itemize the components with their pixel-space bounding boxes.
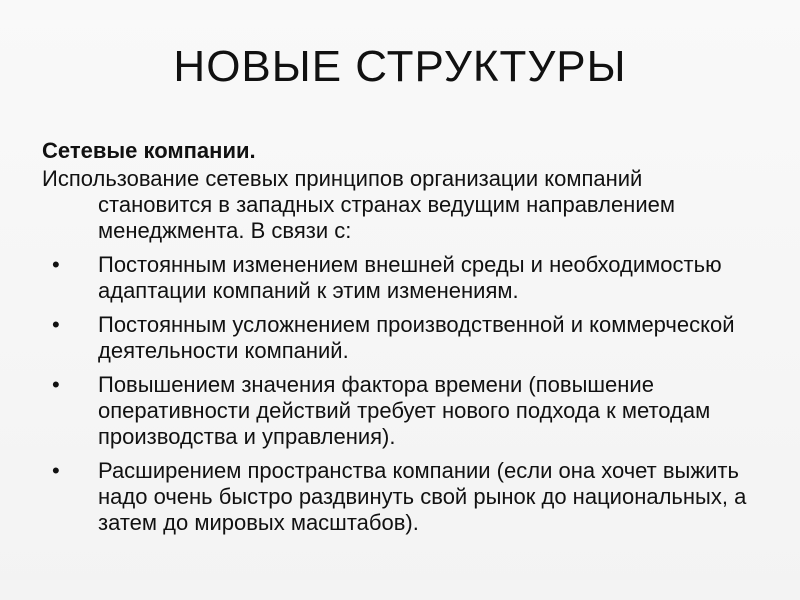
bullet-icon: • [52,372,60,397]
slide-title: НОВЫЕ СТРУКТУРЫ [173,42,627,91]
bullet-item [42,458,762,536]
bullet-item [42,252,762,304]
bullet-icon: • [52,252,60,277]
bullet-icon: • [52,312,60,337]
bullet-item [42,312,762,364]
intro-paragraph: Использование сетевых принципов организации компаний становится в западных странах ведущим направлением менеджмента. В связи с: [42,166,675,243]
bullet-list [42,252,762,536]
bullet-item [42,372,762,450]
slide-content [42,138,762,536]
bullet-text: Постоянным изменением внешней среды и необходимостью адаптации компаний к этим изменениям. [98,252,722,303]
bullet-text: Повышением значения фактора времени (повышение оперативности действий требует нового подхода к методам производства и управления). [98,372,711,449]
bullet-text: Постоянным усложнением производственной и коммерческой деятельности компаний. [98,312,735,363]
bullet-icon: • [52,458,60,483]
bullet-text: Расширением пространства компании (если она хочет выжить надо очень быстро раздвинуть свой рынок до национальных, а затем до мировых масштабов). [98,458,747,535]
slide-subtitle: Сетевые компании. [42,138,256,163]
